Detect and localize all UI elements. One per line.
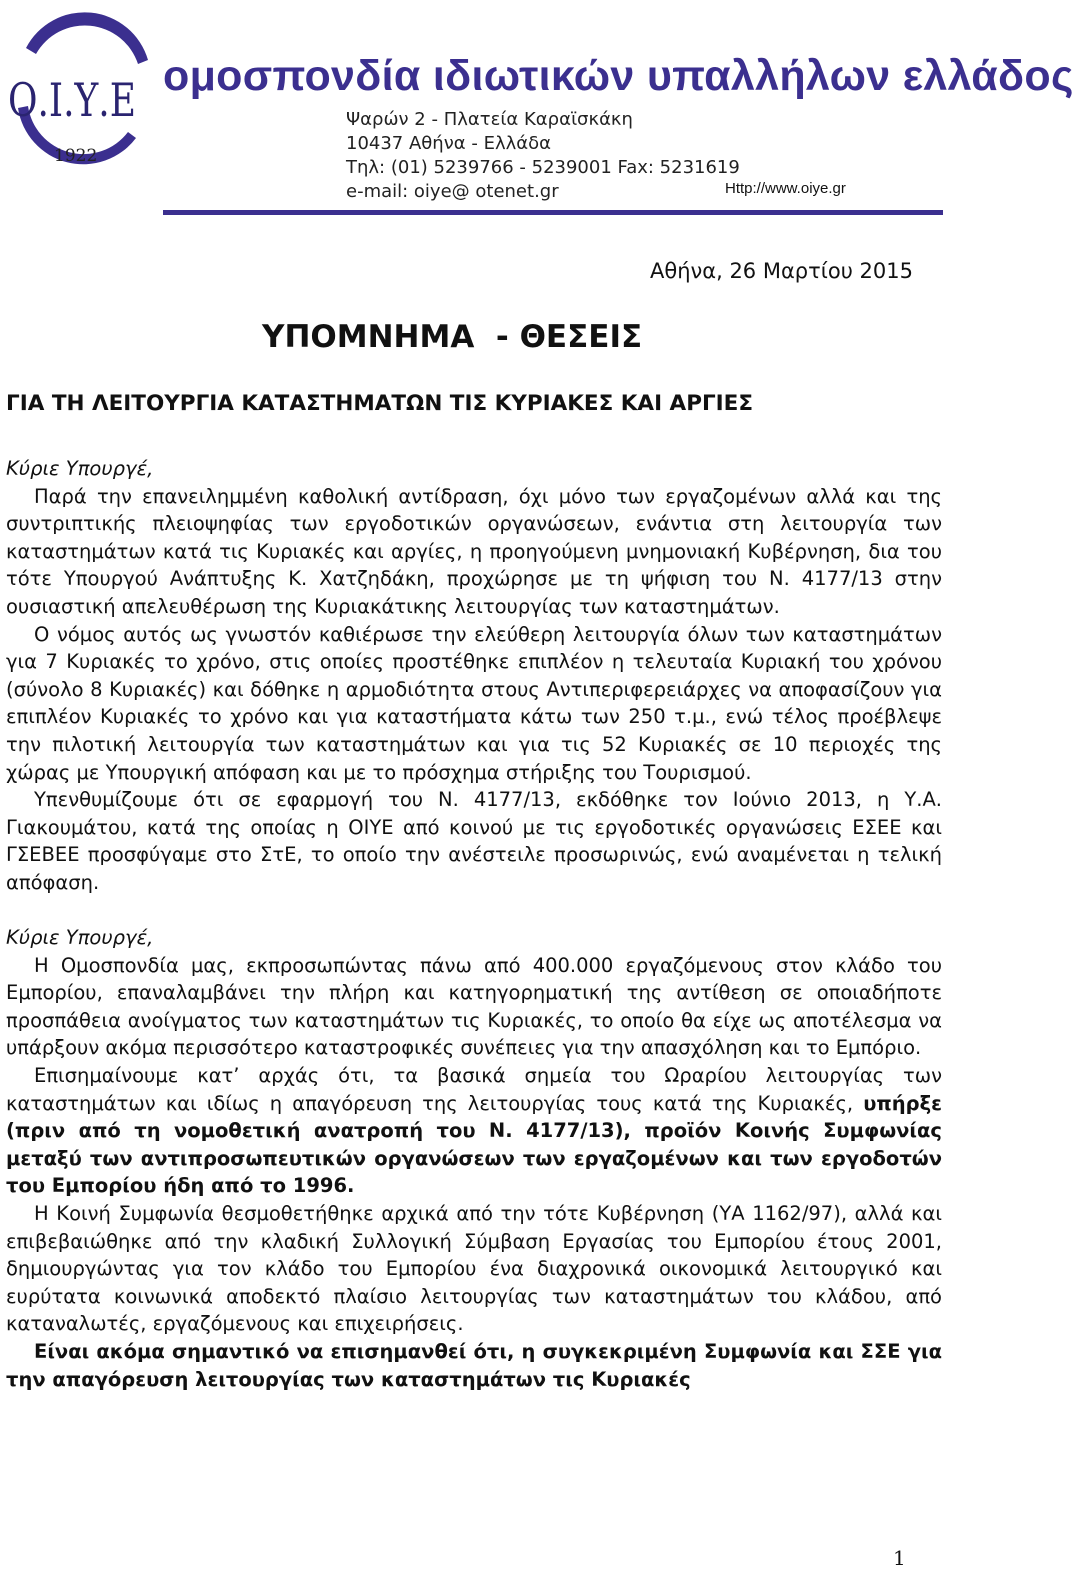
paragraph: Η Ομοσπονδία μας, εκπροσωπώντας πάνω από 400.000 εργαζόμενους στον κλάδο του Εμπορίου, επαναλαμβάνει την πλήρη και κατηγορηματική της αντίθεση σε οποιαδήποτε προσπάθεια ανοίγματος των καταστημάτων τις Κυριακές, το οποίο θα είχε ως αποτέλεσμα να υπάρξουν ακόμα περισσότερο καταστροφικές συνέπειες για την απασχόληση και το Εμπόριο. — [6, 953, 942, 1060]
page-number: 1 — [893, 1546, 906, 1570]
document-subtitle: ΓΙΑ ΤΗ ΛΕΙΤΟΥΡΓΙΑ ΚΑΤΑΣΤΗΜΑΤΩΝ ΤΙΣ ΚΥΡΙΑΚΕΣ ΚΑΙ ΑΡΓΙΕΣ — [6, 391, 754, 416]
email-line: e-mail: oiye@ otenet.gr — [346, 181, 559, 202]
paragraph: Η Κοινή Συμφωνία θεσμοθετήθηκε αρχικά από την τότε Κυβέρνηση (ΥΑ 1162/97), αλλά και επιβεβαιώθηκε από την κλαδική Συλλογική Σύμβαση Εργασίας του Εμπορίου έτους 2001, δημιουργώντας για τον κλάδο του Εμπορίου ένα διαχρονικά οικονομικά λειτουργικό και ευρύτατα κοινωνικά αποδεκτό πλαίσιο λειτουργίας των καταστημάτων του κλάδου, από καταναλωτές, εργαζόμενους και επιχειρήσεις. — [6, 1202, 942, 1336]
document-body — [6, 455, 942, 1393]
logo-acronym: Ο.Ι.Υ.Ε — [8, 73, 136, 127]
address-line: Ψαρών 2 - Πλατεία Καραϊσκάκη — [346, 109, 633, 130]
paragraph: Παρά την επανειλημμένη καθολική αντίδραση, όχι μόνο των εργαζομένων αλλά και της συντριπτικής πλειοψηφίας των εργοδοτικών οργανώσεων, ενάντια στη λειτουργία των καταστημάτων κατά τις Κυριακές και αργίες, η προηγούμενη μνημονιακή Κυβέρνηση, δια του τότε Υπουργού Ανάπτυξης Κ. Χατζηδάκη, προχώρησε με τη ψήφιση του Ν. 4177/13 στην ουσιαστική απελευθέρωση της Κυριακάτικης λειτουργίας των καταστημάτων. — [6, 484, 942, 618]
organization-name: ομοσπονδία ιδιωτικών υπαλλήλων ελλάδος — [163, 52, 1074, 100]
emphasized-text: υπήρξε (πριν από τη νομοθετική ανατροπή του Ν. 4177/13), προϊόν Κοινής Συμφωνίας μεταξύ των αντιπροσωπευτικών οργανώσεων των εργαζομένων και των εργοδοτών του Εμπορίου ήδη από το 1996. — [6, 1091, 942, 1198]
oiye-logo — [6, 8, 156, 178]
salutation: Κύριε Υπουργέ, — [6, 926, 154, 950]
contact-block — [346, 108, 740, 204]
document-date: Αθήνα, 26 Μαρτίου 2015 — [650, 259, 914, 283]
letterhead — [0, 0, 1074, 225]
letterhead-divider — [163, 210, 943, 215]
website-link[interactable]: Http://www.oiye.gr — [725, 180, 846, 197]
paragraph: Ο νόμος αυτός ως γνωστόν καθιέρωσε την ελεύθερη λειτουργία όλων των καταστημάτων για 7 Κυριακές το χρόνο, στις οποίες προστέθηκε επιπλέον η τελευταία Κυριακή του χρόνου (σύνολο 8 Κυριακές) και δόθηκε η αρμοδιότητα στους Αντιπεριφερειάρχες να αποφασίζουν για επιπλέον Κυριακές το χρόνο και για καταστήματα κάτω των 250 τ.μ., ενώ τέλος προέβλεψε την πιλοτική λειτουργία των καταστημάτων και για τις 52 Κυριακές σε 10 περιοχές της χώρας με Υπουργική απόφαση και με το πρόσχημα στήριξης του Τουρισμού. — [6, 622, 942, 784]
phone-fax-line: Τηλ: (01) 5239766 - 5239001 Fax: 5231619 — [346, 157, 740, 178]
document-title: ΥΠΟΜΝΗΜΑ - ΘΕΣΕΙΣ — [262, 319, 643, 355]
address-line: 10437 Αθήνα - Ελλάδα — [346, 133, 551, 154]
paragraph-spacer — [6, 897, 942, 925]
paragraph — [6, 1062, 942, 1200]
paragraph: Υπενθυμίζουμε ότι σε εφαρμογή του Ν. 4177/13, εκδόθηκε τον Ιούνιο 2013, η Υ.Α. Γιακουμάτου, κατά της οποίας η ΟΙΥΕ από κοινού με τις εργοδοτικές οργανώσεις ΕΣΕΕ και ΓΣΕΒΕΕ προσφύγαμε στο ΣτΕ, το οποίο την ανέστειλε προσωρινώς, ενώ αναμένεται η τελική απόφαση. — [6, 788, 942, 894]
emphasized-paragraph: Είναι ακόμα σημαντικό να επισημανθεί ότι, η συγκεκριμένη Συμφωνία και ΣΣΕ για την απαγόρευση λειτουργίας των καταστημάτων τις Κυριακές — [6, 1340, 942, 1391]
paragraph-text: Επισημαίνουμε κατ’ αρχάς ότι, τα βασικά σημεία του Ωραρίου λειτουργίας των καταστημάτων και ιδίως η απαγόρευση της λειτουργίας τους κατά της Κυριακές, — [6, 1064, 942, 1115]
salutation: Κύριε Υπουργέ, — [6, 457, 154, 480]
logo-year: 1922 — [54, 146, 98, 166]
